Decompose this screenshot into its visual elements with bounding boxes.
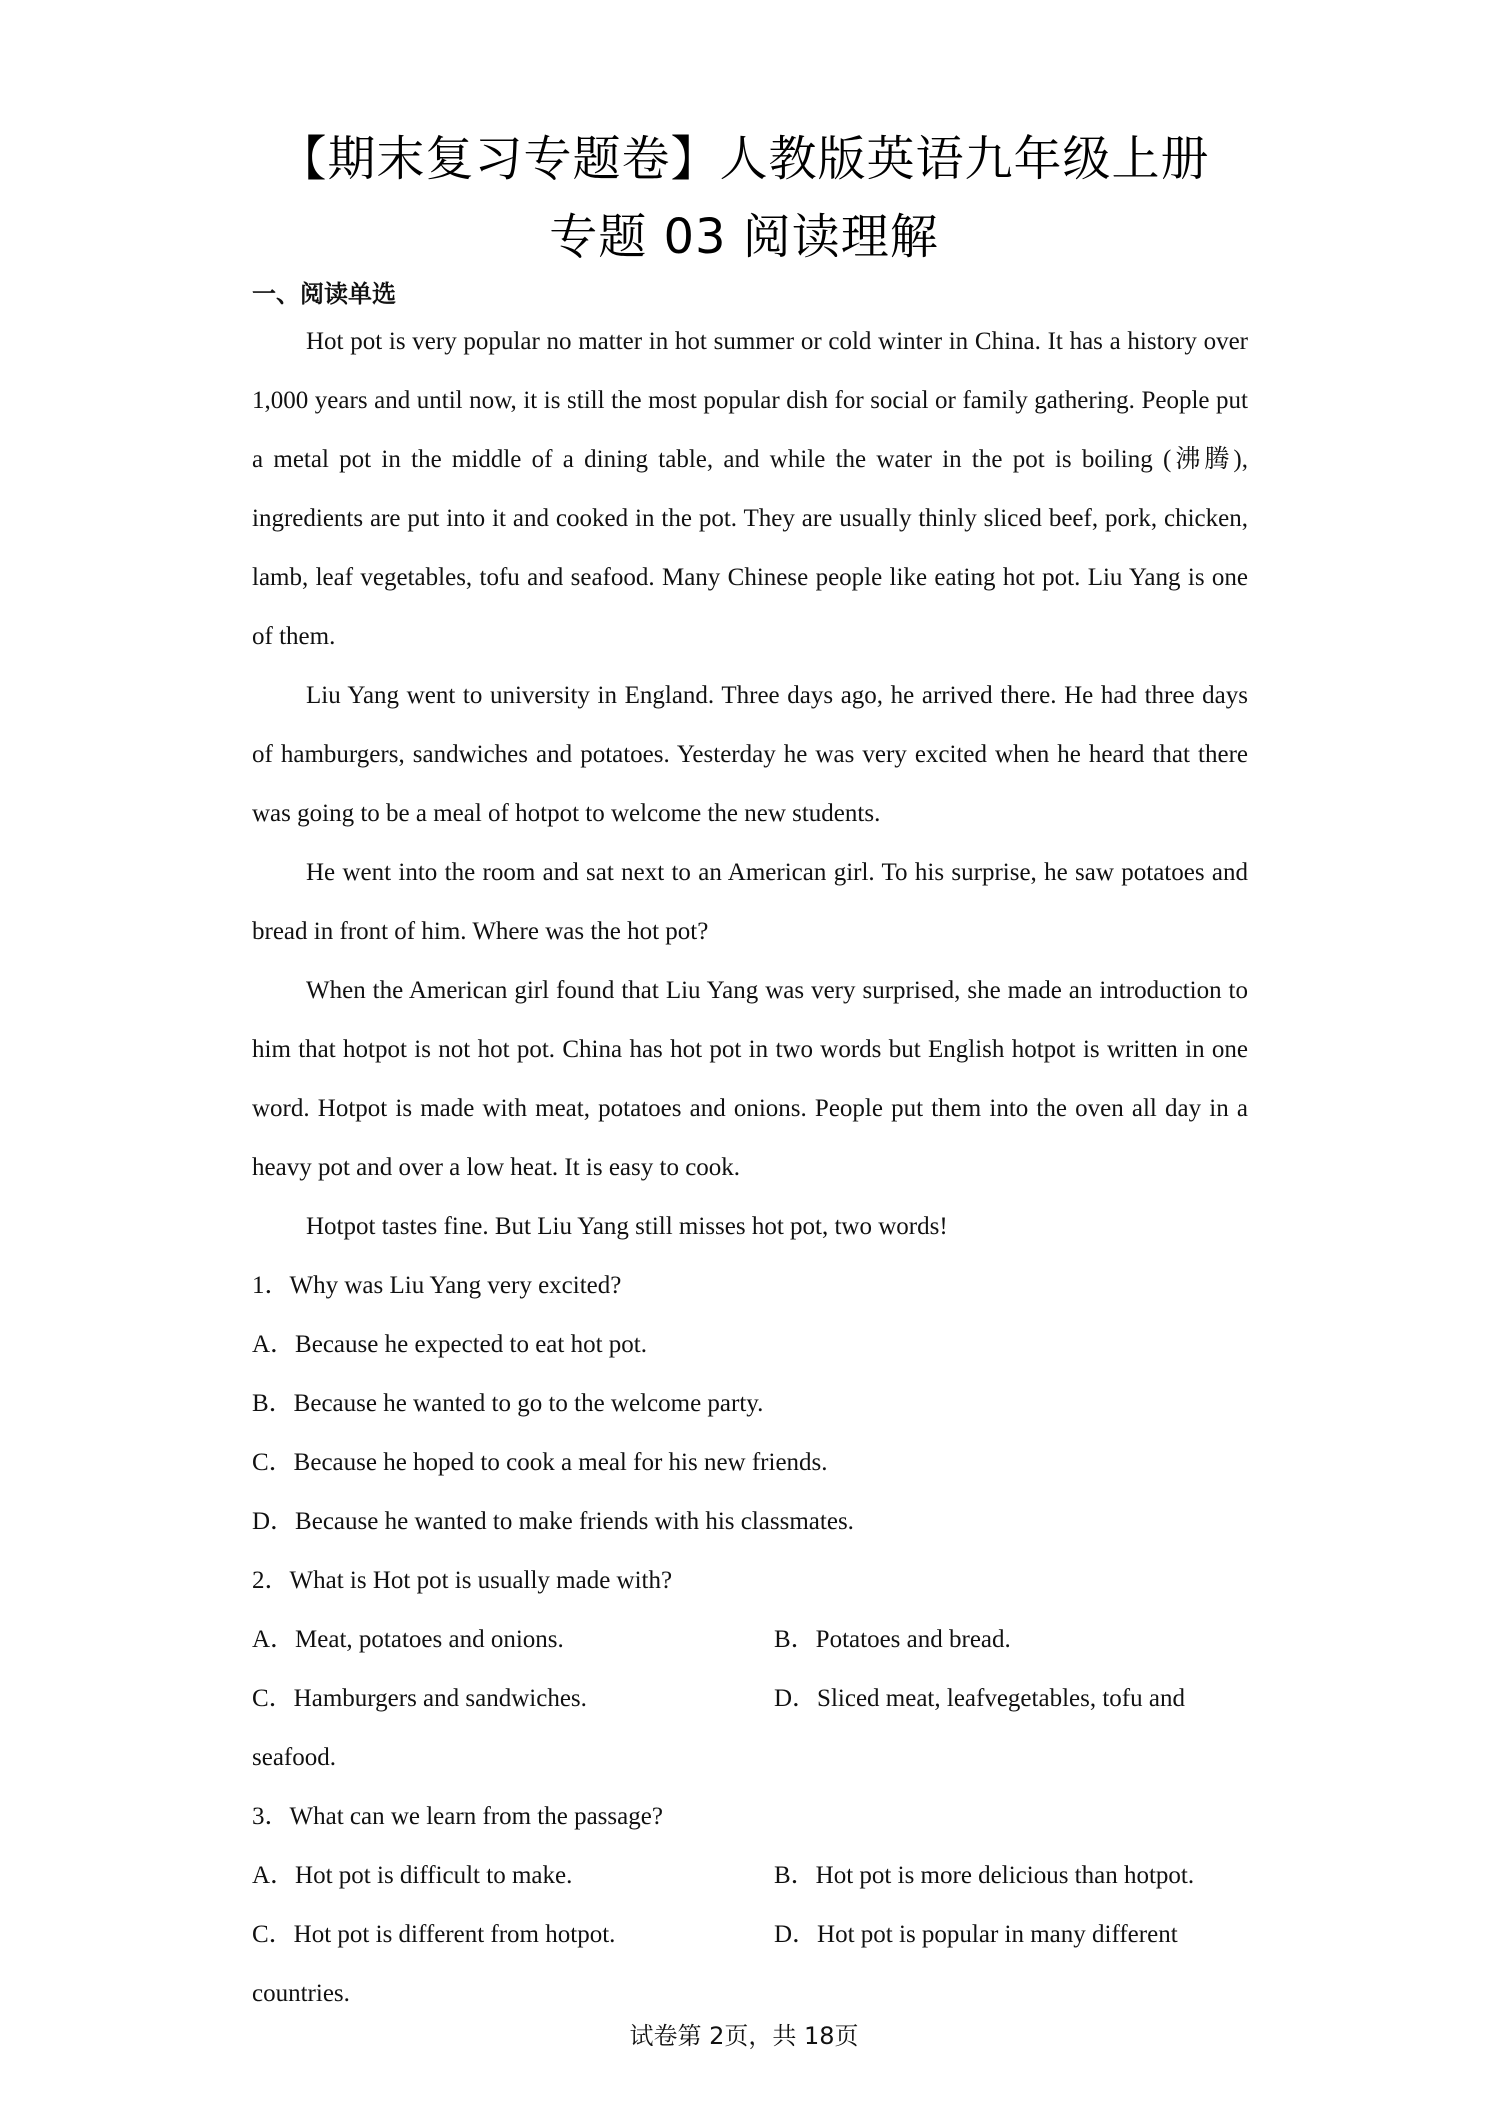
option-d-continued: countries. — [252, 1980, 350, 2007]
passage-paragraph: Hotpot tastes fine. But Liu Yang still misses hot pot, two words! — [306, 1213, 948, 1240]
option-a: A．Hot pot is difficult to make. — [252, 1862, 573, 1889]
option-c: C．Because he hoped to cook a meal for his new friends. — [252, 1449, 828, 1476]
question-stem: 1．Why was Liu Yang very excited? — [252, 1272, 622, 1299]
option-c: C．Hot pot is different from hotpot. — [252, 1921, 616, 1948]
question-2 — [252, 1551, 1248, 1787]
options-row — [252, 1669, 1248, 1728]
content-body — [252, 312, 1248, 2023]
option-b: B．Potatoes and bread. — [774, 1626, 1011, 1653]
options-row — [252, 1610, 1248, 1669]
option-c: C．Hamburgers and sandwiches. — [252, 1685, 587, 1712]
section-heading: 一、阅读单选 — [252, 280, 396, 308]
option-a: A．Because he expected to eat hot pot. — [252, 1331, 647, 1358]
option-d: D．Hot pot is popular in many different — [774, 1921, 1178, 1948]
option-b: B．Because he wanted to go to the welcome party. — [252, 1390, 764, 1417]
page-title: 【期末复习专题卷】人教版英语九年级上册 — [278, 131, 1210, 187]
page-footer: 试卷第 2页，共 18页 — [629, 2022, 859, 2050]
page-subtitle: 专题 03 阅读理解 — [549, 209, 939, 265]
option-a: A．Meat, potatoes and onions. — [252, 1626, 564, 1653]
options-row — [252, 1905, 1248, 1964]
passage-paragraph: He went into the room and sat next to an American girl. To his surprise, he saw potatoes and bread in front of him. Where was the hot pot? — [252, 859, 1248, 945]
option-b: B．Hot pot is more delicious than hotpot. — [774, 1862, 1195, 1889]
option-d-continued: seafood. — [252, 1744, 336, 1771]
passage-paragraph: Liu Yang went to university in England. Three days ago, he arrived there. He had three days of hamburgers, sandwiches and potatoes. Yesterday he was very excited when he heard that there was going to be a meal of hotpot to welcome the new students. — [252, 682, 1248, 827]
options-row — [252, 1846, 1248, 1905]
passage-paragraph: When the American girl found that Liu Yang was very surprised, she made an introduction to him that hotpot is not hot pot. China has hot pot in two words but English hotpot is written in one word. Hotpot is made with meat, potatoes and onions. People put them into the oven all day in a heavy pot and over a low heat. It is easy to cook. — [252, 977, 1248, 1181]
passage-paragraph: Hot pot is very popular no matter in hot summer or cold winter in China. It has a history over 1,000 years and until now, it is still the most popular dish for social or family gathering. People put a metal pot in the middle of a dining table, and while the water in the pot is boiling (沸腾), ingredients are put into it and cooked in the pot. They are usually thinly sliced beef, pork, chicken, lamb, leaf vegetables, tofu and seafood. Many Chinese people like eating hot pot. Liu Yang is one of them. — [252, 328, 1248, 650]
question-3 — [252, 1787, 1248, 2023]
option-d: D．Sliced meat, leafvegetables, tofu and — [774, 1685, 1185, 1712]
question-stem: 3．What can we learn from the passage? — [252, 1803, 663, 1830]
question-stem: 2．What is Hot pot is usually made with? — [252, 1567, 673, 1594]
question-1 — [252, 1256, 1248, 1551]
option-d: D．Because he wanted to make friends with his classmates. — [252, 1508, 854, 1535]
